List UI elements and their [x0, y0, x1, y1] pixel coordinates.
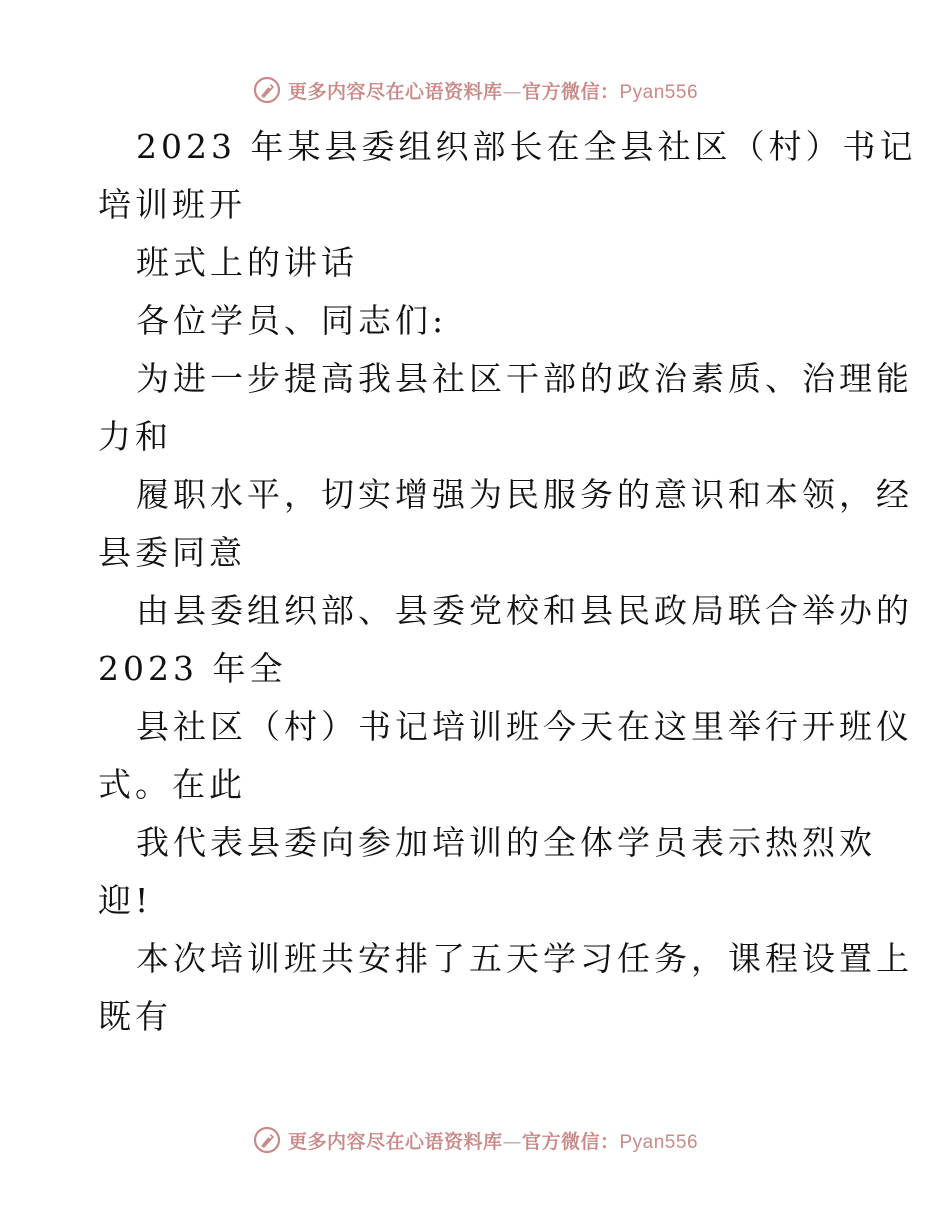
- watermark-wechat-id: Pyan556: [619, 1131, 699, 1153]
- watermark-wechat-id: Pyan556: [619, 81, 699, 103]
- watermark-wechat-label: 官方微信：: [521, 80, 620, 103]
- pen-nib-circle-icon: [252, 75, 282, 105]
- watermark-text: 更多内容尽在心语资料库: [287, 1130, 503, 1153]
- paragraph-line: 式。在此: [98, 765, 246, 804]
- salutation-line: 各位学员、同志们:: [136, 301, 448, 340]
- title-line-1: 2023 年某县委组织部长在全县社区（村）书记: [136, 127, 917, 166]
- title-line-2: 培训班开: [98, 185, 246, 224]
- watermark-separator: —: [502, 80, 522, 103]
- paragraph-line: 本次培训班共安排了五天学习任务，课程设置上: [136, 939, 913, 978]
- watermark-text: 更多内容尽在心语资料库: [287, 80, 503, 103]
- paragraph-line: 力和: [98, 417, 172, 456]
- pen-nib-circle-icon: [252, 1125, 282, 1155]
- paragraph-line: 我代表县委向参加培训的全体学员表示热烈欢: [136, 823, 876, 862]
- paragraph-line: 县社区（村）书记培训班今天在这里举行开班仪: [136, 707, 913, 746]
- watermark-wechat-label: 官方微信：: [521, 1130, 620, 1153]
- paragraph-line: 既有: [98, 997, 172, 1036]
- paragraph-line: 县委同意: [98, 533, 246, 572]
- watermark-separator: —: [502, 1130, 522, 1153]
- paragraph-line: 2023 年全: [98, 649, 287, 688]
- paragraph-line: 为进一步提高我县社区干部的政治素质、治理能: [136, 359, 913, 398]
- title-line-3: 班式上的讲话: [136, 243, 358, 282]
- footer-watermark: [0, 1120, 950, 1160]
- paragraph-line: 由县委组织部、县委党校和县民政局联合举办的: [136, 591, 913, 630]
- header-watermark: [0, 70, 950, 110]
- paragraph-line: 履职水平，切实增强为民服务的意识和本领，经: [136, 475, 913, 514]
- paragraph-line: 迎!: [98, 881, 153, 920]
